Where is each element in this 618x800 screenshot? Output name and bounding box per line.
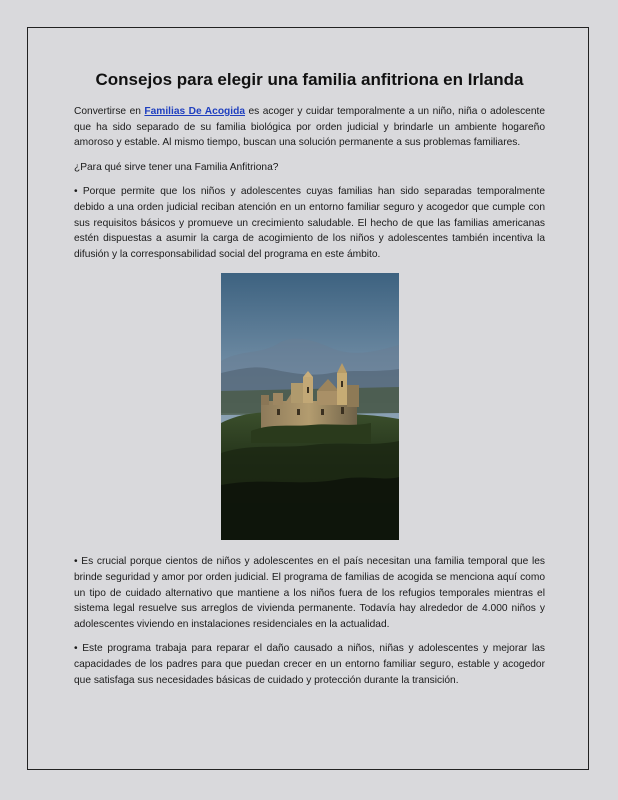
familias-de-acogida-link[interactable]: Familias De Acogida <box>144 106 245 117</box>
castle-landscape-image <box>221 273 399 540</box>
castle-photo <box>221 273 399 540</box>
intro-paragraph <box>74 104 545 151</box>
bullet-paragraph-3: • Este programa trabaja para reparar el daño causado a niños, niñas y adolescentes y mejorar las capacidades de los padres para que puedan crecer en un entorno familiar seguro, estable y acogedor que satisfaga sus necesidades básicas de cuidado y protección durante la transición. <box>74 643 545 686</box>
bullet-paragraph-1: • Porque permite que los niños y adolescentes cuyas familias han sido separadas temporalmente debido a una orden judicial reciban atención en un entorno familiar seguro y acogedor que cumple con sus requisitos básicos y promueve un crecimiento saludable. El hecho de que las familias americanas estén dispuestas a asumir la carga de acogimiento de los niños y adolescentes también incentiva la difusión y la corresponsabilidad social del programa en este ámbito. <box>74 186 545 260</box>
document-body <box>74 70 545 688</box>
question-heading: ¿Para qué sirve tener una Familia Anfitriona? <box>74 161 279 173</box>
document-title: Consejos para elegir una familia anfitriona en Irlanda <box>95 70 524 89</box>
intro-text-after-link: es acoger y cuidar temporalmente a un niño, niña o adolescente que ha sido separado de su familia biológica por orden judicial y brindarle un ambiente hogareño amoroso y estable. Al mismo tiempo, buscan una solución permanente a sus problemas familiares. <box>74 106 545 149</box>
bullet-paragraph-2: • Es crucial porque cientos de niños y adolescentes en el país necesitan una familia temporal que les brinde seguridad y amor por orden judicial. El programa de familias de acogida se menciona aquí como un tipo de cuidado alternativo que mantiene a los niños fuera de los refugios temporales mientras el sistema legal resuelve sus arreglos de vivienda permanente. Todavía hay alrededor de 4.000 niños y adolescentes viviendo en instalaciones residenciales en la actualidad. <box>74 556 545 630</box>
intro-text-before-link: Convertirse en <box>74 106 145 117</box>
